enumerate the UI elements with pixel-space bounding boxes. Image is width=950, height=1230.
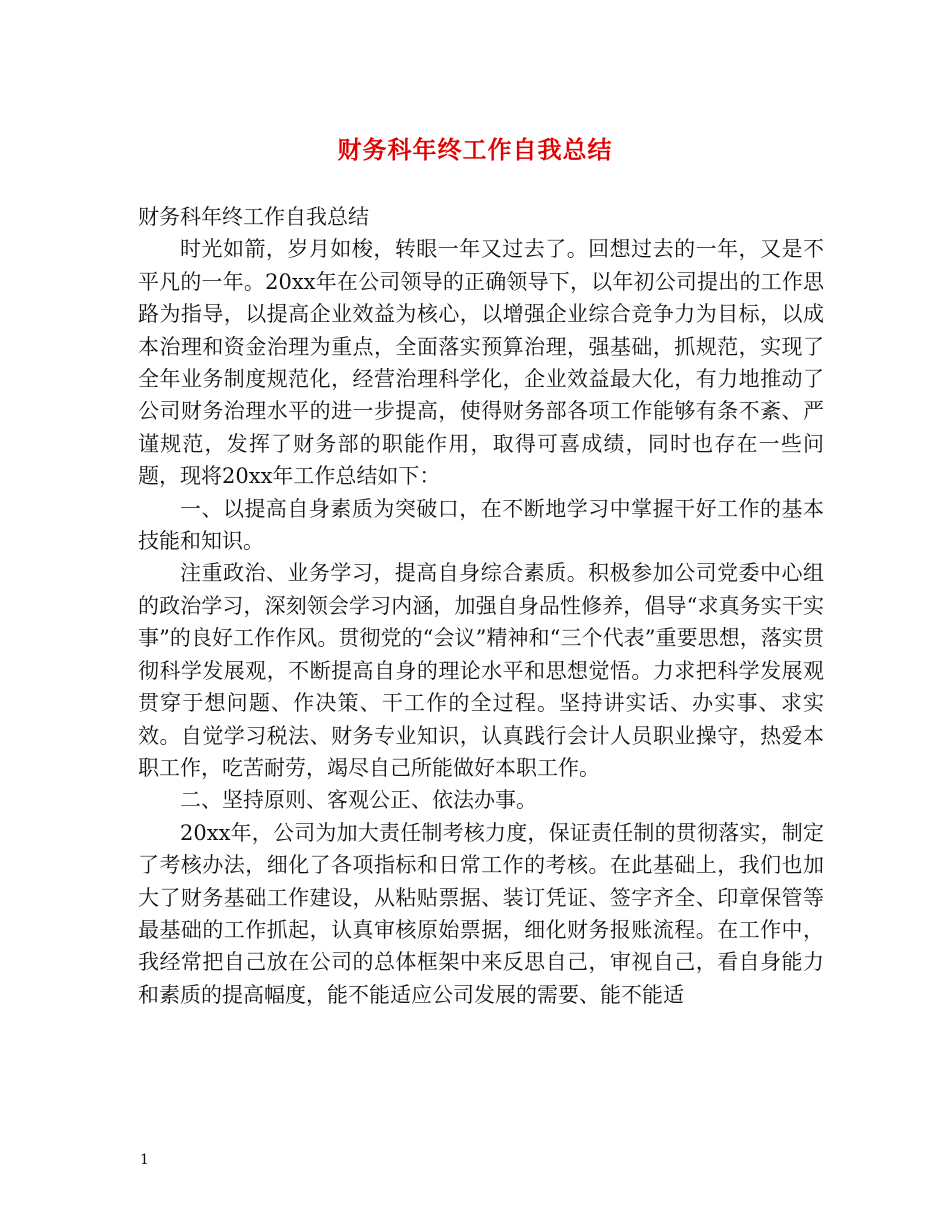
- paragraph-section-1: 注重政治、业务学习，提高自身综合素质。积极参加公司党委中心组的政治学习，深刻领会学习内涵，加强自身品性修养，倡导“求真务实干实事”的良好工作作风。贯彻党的“会议”精神和“三个代表”重要思想，落实贯彻科学发展观，不断提高自身的理论水平和思想觉悟。力求把科学发展观贯穿于想问题、作决策、干工作的全过程。坚持讲实话、办实事、求实效。自觉学习税法、财务专业知识，认真践行会计人员职业操守，热爱本职工作，吃苦耐劳，竭尽自己所能做好本职工作。: [138, 561, 824, 780]
- paragraph-section-2: 20xx年，公司为加大责任制考核力度，保证责任制的贯彻落实，制定了考核办法，细化了各项指标和日常工作的考核。在此基础上，我们也加大了财务基础工作建设，从粘贴票据、装订凭证、签字齐全、印章保管等最基础的工作抓起，认真审核原始票据，细化财务报账流程。在工作中，我经常把自己放在公司的总体框架中来反思自己，审视自己，看自身能力和素质的提高幅度，能不能适应公司发展的需要、能不能适: [138, 820, 824, 1007]
- page-number: 1: [140, 1152, 149, 1168]
- document-title: 财务科年终工作自我总结: [337, 135, 613, 164]
- document-subtitle: 财务科年终工作自我总结: [138, 205, 369, 229]
- section-heading-1: 一、以提高自身素质为突破口，在不断地学习中掌握干好工作的基本技能和知识。: [138, 496, 824, 554]
- section-heading-2: 二、坚持原则、客观公正、依法办事。: [180, 788, 537, 813]
- paragraph-intro: 时光如箭，岁月如梭，转眼一年又过去了。回想过去的一年，又是不平凡的一年。20xx年在公司领导的正确领导下，以年初公司提出的工作思路为指导，以提高企业效益为核心，以增强企业综合竞争力为目标，以成本治理和资金治理为重点，全面落实预算治理，强基础，抓规范，实现了全年业务制度规范化，经营治理科学化，企业效益最大化，有力地推动了公司财务治理水平的进一步提高，使得财务部各项工作能够有条不紊、严谨规范，发挥了财务部的职能作用，取得可喜成绩，同时也存在一些问题，现将20xx年工作总结如下：: [138, 237, 824, 489]
- document-body: [138, 201, 824, 1011]
